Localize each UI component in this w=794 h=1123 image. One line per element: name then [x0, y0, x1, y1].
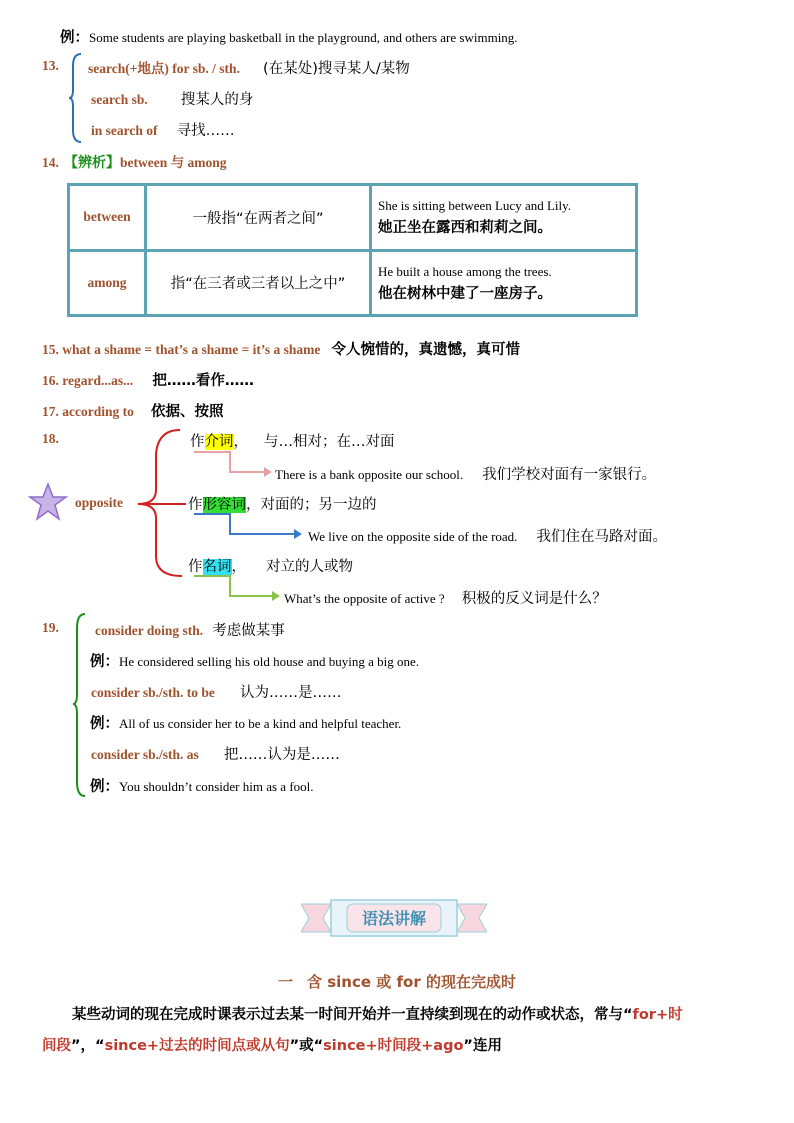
branch-noun — [188, 555, 353, 576]
grammar-paragraph-line-1 — [72, 1003, 683, 1024]
phrase-cn: 认为……是…… — [240, 685, 342, 701]
pos-tag: 介词 — [204, 434, 234, 450]
item-19-line-6 — [90, 775, 314, 796]
item-14-number: 14. — [42, 155, 59, 170]
item-14-heading — [42, 151, 226, 172]
branch-meaning: 对立的人或物 — [266, 559, 353, 575]
branch-adjective-example — [308, 525, 667, 546]
table-cell-example — [371, 185, 637, 251]
grammar-paragraph-line-2 — [42, 1034, 502, 1055]
branch-preposition-example — [275, 463, 656, 484]
paragraph-text: ”，“ — [71, 1038, 105, 1054]
branch-sep: ， — [231, 559, 246, 575]
item-18-connectors — [134, 426, 334, 606]
table-cell-meaning: 一般指“在两者之间” — [146, 185, 371, 251]
item-13-phrase-1 — [88, 57, 410, 78]
example-cn: 我们学校对面有一家银行。 — [482, 467, 657, 483]
highlight-phrase: since+过去的时间点或从句 — [104, 1038, 290, 1054]
star-icon — [28, 482, 68, 522]
branch-sep: ， — [246, 497, 261, 513]
example-label: 例： — [90, 716, 119, 732]
item-19-line-4 — [90, 712, 401, 733]
example-en: What’s the opposite of active ? — [284, 591, 445, 606]
branch-meaning: 对面的；另一边的 — [260, 497, 377, 513]
phrase-en: in search of — [91, 123, 158, 138]
item-15 — [42, 338, 520, 359]
table-row — [69, 250, 637, 316]
branch-sep: ， — [233, 434, 248, 450]
example-cn: 我们住在马路对面。 — [536, 529, 668, 545]
item-15-cn: 令人惋惜的，真遗憾，真可惜 — [331, 342, 520, 358]
item-13-number: 13. — [42, 58, 59, 73]
branch-prefix: 作 — [190, 434, 205, 450]
item-19-line-3 — [91, 681, 342, 702]
example-text: You shouldn’t consider him as a fool. — [119, 779, 314, 794]
item-13-brace — [68, 52, 84, 144]
example-cn: 他在树林中建了一座房子。 — [378, 285, 552, 302]
section-title: 含 since 或 for 的现在完成时 — [307, 973, 516, 991]
item-19-line-5 — [91, 743, 340, 764]
item-14-tag: 【辨析】 — [63, 155, 120, 171]
comparison-table — [67, 183, 638, 317]
item-18-word: opposite — [75, 495, 124, 510]
branch-prefix: 作 — [188, 559, 203, 575]
table-cell-example — [371, 250, 637, 316]
phrase-cn: 考虑做某事 — [212, 623, 285, 639]
phrase-en: search sb. — [91, 92, 148, 107]
item-15-en: 15. what a shame = that’s a shame = it’s a shame — [42, 342, 321, 357]
item-14-title: between 与 among — [119, 155, 227, 170]
phrase-cn: 搜某人的身 — [180, 92, 254, 108]
section-heading — [278, 971, 516, 992]
phrase-cn: 寻找…… — [176, 123, 235, 139]
item-13-phrase-3 — [91, 119, 235, 140]
table-cell-word: between — [69, 185, 146, 251]
item-17 — [42, 400, 223, 421]
phrase-cn: (在某处)搜寻某人/某物 — [263, 61, 410, 77]
phrase-cn: 把……认为是…… — [223, 747, 340, 763]
example-label: 例： — [60, 30, 89, 46]
highlight-phrase: 间段 — [42, 1038, 71, 1054]
example-text: All of us consider her to be a kind and helpful teacher. — [119, 716, 402, 731]
phrase-en: consider sb./sth. to be — [91, 685, 215, 700]
section-number: 一 — [278, 973, 294, 991]
example-en: There is a bank opposite our school. — [275, 467, 464, 482]
paragraph-text: 某些动词的现在完成时课表示过去某一时间开始并一直持续到现在的动作或状态，常与“ — [72, 1007, 633, 1023]
item-17-cn: 依据、按照 — [150, 404, 224, 420]
example-en: She is sitting between Lucy and Lily. — [378, 198, 572, 214]
table-cell-word: among — [69, 250, 146, 316]
example-en: We live on the opposite side of the road. — [308, 529, 518, 544]
item-19-line-2 — [90, 650, 419, 671]
example-en: He built a house among the trees. — [378, 263, 552, 279]
branch-noun-example — [284, 587, 607, 608]
example-text: He considered selling his old house and buying a big one. — [119, 654, 420, 669]
highlight-phrase: for+时 — [632, 1007, 683, 1023]
grammar-banner — [301, 898, 487, 938]
item-13-phrase-2 — [91, 88, 253, 109]
table-row — [69, 185, 637, 251]
example-cn: 积极的反义词是什么？ — [461, 591, 607, 607]
example-cn: 她正坐在露西和莉莉之间。 — [378, 220, 552, 237]
paragraph-text: ”连用 — [463, 1038, 502, 1054]
branch-prefix: 作 — [188, 497, 203, 513]
branch-preposition — [190, 430, 395, 451]
pos-tag: 形容词 — [202, 497, 246, 513]
table-cell-meaning: 指“在三者或三者以上之中” — [146, 250, 371, 316]
phrase-en: consider sb./sth. as — [91, 747, 199, 762]
example-text: Some students are playing basketball in the playground, and others are swimming. — [89, 30, 518, 45]
item-18-number: 18. — [42, 431, 59, 446]
item-19-line-1 — [95, 619, 285, 640]
paragraph-text: ”或“ — [289, 1038, 324, 1054]
item-19-number: 19. — [42, 620, 59, 635]
item-17-en: 17. according to — [42, 404, 134, 419]
phrase-en: consider doing sth. — [95, 623, 204, 638]
banner-title: 语法讲解 — [361, 909, 426, 928]
item-19-brace — [72, 612, 88, 800]
item-16-en: 16. regard...as... — [42, 373, 134, 388]
item-16-cn: 把……看作…… — [152, 373, 254, 389]
item-16 — [42, 369, 254, 390]
phrase-en: search(+地点) for sb. / sth. — [88, 61, 240, 76]
branch-meaning: 与…相对；在…对面 — [264, 434, 395, 450]
branch-adjective — [188, 493, 377, 514]
example-line — [60, 26, 518, 47]
highlight-phrase: since+时间段+ago — [323, 1038, 464, 1054]
example-label: 例： — [90, 779, 119, 795]
example-label: 例： — [90, 654, 119, 670]
pos-tag: 名词 — [202, 559, 232, 575]
